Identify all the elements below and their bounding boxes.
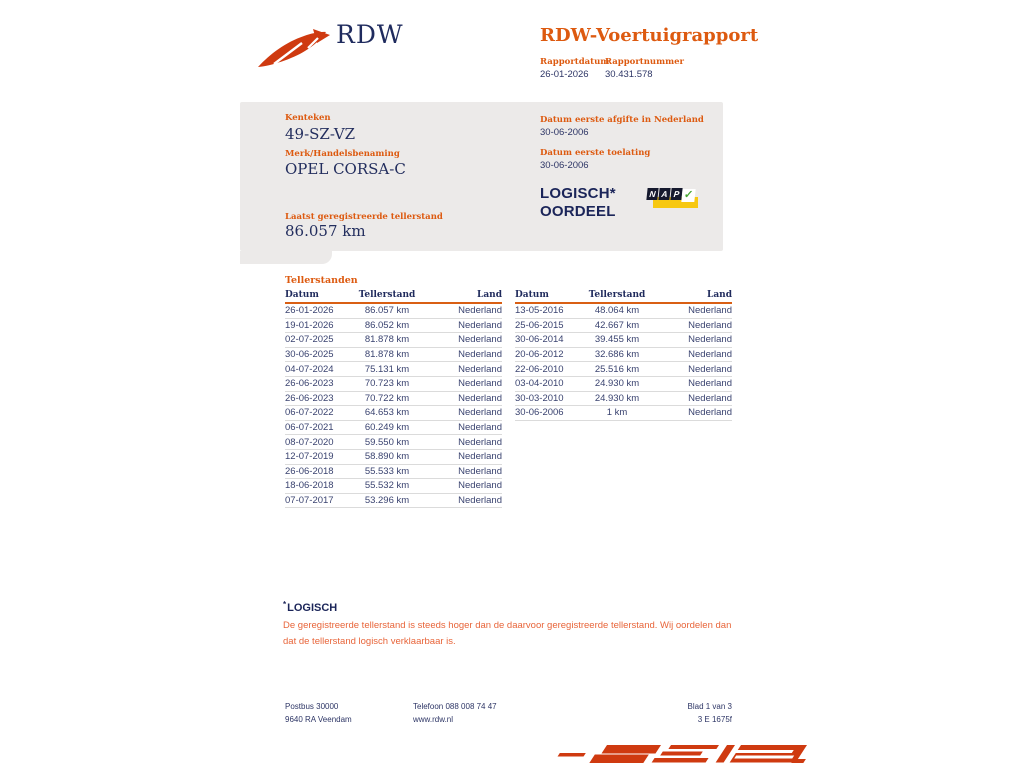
cell-datum: 06-07-2021: [285, 422, 334, 434]
cell-land: Nederland: [458, 319, 502, 331]
table-row: [515, 333, 732, 348]
cell-datum: 19-01-2026: [285, 319, 334, 331]
cell-land: Nederland: [688, 407, 732, 419]
laatste-tellerstand-value: 86.057 km: [285, 222, 366, 240]
table-row: [285, 421, 502, 436]
rdw-wordmark: RDW: [336, 20, 404, 49]
cell-tellerstand: 53.296 km: [364, 495, 410, 507]
cell-tellerstand: 70.722 km: [364, 392, 410, 404]
cell-tellerstand: 86.057 km: [364, 305, 410, 317]
table-row: [515, 348, 732, 363]
cell-datum: 18-06-2018: [285, 480, 334, 492]
header-tellerstand: Tellerstand: [588, 290, 646, 300]
cell-land: Nederland: [688, 319, 732, 331]
footnote-body: De geregistreerde tellerstand is steeds hoger dan de daarvoor geregistreerde tellerstand. Wij oordelen dan dat de tellerstand logisch verklaarbaar is.: [283, 620, 732, 647]
cell-land: Nederland: [458, 451, 502, 463]
cell-tellerstand: 59.550 km: [364, 436, 410, 448]
cell-land: Nederland: [458, 305, 502, 317]
cell-land: Nederland: [458, 495, 502, 507]
cell-tellerstand: 25.516 km: [594, 363, 640, 375]
tellerstanden-section-title: Tellerstanden: [285, 275, 358, 286]
cell-land: Nederland: [458, 349, 502, 361]
report-number-label: Rapportnummer: [605, 57, 684, 67]
cell-land: Nederland: [458, 422, 502, 434]
cell-land: Nederland: [688, 392, 732, 404]
cell-land: Nederland: [458, 392, 502, 404]
toelating-label: Datum eerste toelating: [540, 148, 651, 158]
laatste-tellerstand-label: Laatst geregistreerde tellerstand: [285, 212, 443, 222]
cell-datum: 22-06-2010: [515, 363, 564, 375]
cell-tellerstand: 32.686 km: [594, 349, 640, 361]
cell-datum: 04-07-2024: [285, 363, 334, 375]
table-row: [515, 304, 732, 319]
cell-land: Nederland: [688, 305, 732, 317]
cell-tellerstand: 81.878 km: [364, 349, 410, 361]
cell-datum: 07-07-2017: [285, 495, 334, 507]
cell-land: Nederland: [458, 480, 502, 492]
footer-address: [285, 700, 352, 726]
table-row: [515, 362, 732, 377]
header-land: Land: [707, 290, 732, 300]
toelating-value: 30-06-2006: [540, 160, 589, 171]
cell-datum: 30-06-2006: [515, 407, 564, 419]
report-number-value: 30.431.578: [605, 69, 653, 80]
merk-value: OPEL CORSA-C: [285, 160, 406, 178]
cell-land: Nederland: [458, 465, 502, 477]
footnote-asterisk: *: [283, 600, 287, 609]
footer-page-info: [688, 700, 732, 726]
nap-letter-p: P: [670, 188, 682, 200]
cell-datum: 06-07-2022: [285, 407, 334, 419]
footer-address-line2: 9640 RA Veendam: [285, 715, 352, 724]
cell-datum: 26-06-2018: [285, 465, 334, 477]
table-row: [285, 406, 502, 421]
table-body-left: [285, 304, 502, 508]
footer-phone: Telefoon 088 008 74 47: [413, 702, 497, 711]
cell-datum: 26-01-2026: [285, 305, 334, 317]
report-date-label: Rapportdatum: [540, 57, 610, 67]
cell-datum: 02-07-2025: [285, 334, 334, 346]
cell-datum: 12-07-2019: [285, 451, 334, 463]
cell-datum: 08-07-2020: [285, 436, 334, 448]
cell-land: Nederland: [688, 349, 732, 361]
table-row: [285, 304, 502, 319]
table-row: [515, 406, 732, 421]
cell-tellerstand: 81.878 km: [364, 334, 410, 346]
footer-website: www.rdw.nl: [413, 715, 454, 724]
cell-land: Nederland: [458, 363, 502, 375]
cell-datum: 30-03-2010: [515, 392, 564, 404]
table-row: [285, 494, 502, 509]
table-body-right: [515, 304, 732, 421]
footer-contact: [413, 700, 497, 726]
cell-tellerstand: 55.532 km: [364, 480, 410, 492]
table-row: [285, 362, 502, 377]
cell-land: Nederland: [688, 378, 732, 390]
cell-land: Nederland: [688, 334, 732, 346]
cell-tellerstand: 1 km: [606, 407, 628, 419]
cell-datum: 25-06-2015: [515, 319, 564, 331]
cell-land: Nederland: [458, 378, 502, 390]
cell-datum: 20-06-2012: [515, 349, 564, 361]
nap-checkmark-icon: ✓: [683, 189, 694, 201]
table-row: [285, 435, 502, 450]
kenteken-value: 49-SZ-VZ: [285, 125, 356, 143]
footer-page-number: Blad 1 van 3: [687, 702, 732, 711]
merk-label: Merk/Handelsbenaming: [285, 149, 400, 159]
cell-datum: 13-05-2016: [515, 305, 564, 317]
tellerstanden-tables: [285, 290, 732, 508]
cell-tellerstand: 75.131 km: [364, 363, 410, 375]
cell-datum: 26-06-2023: [285, 392, 334, 404]
nap-letter-a: A: [658, 188, 670, 200]
nap-letter-n: N: [646, 188, 658, 200]
table-row: [285, 392, 502, 407]
footer-address-line1: Postbus 30000: [285, 702, 339, 711]
tellerstanden-table-left: [285, 290, 502, 508]
report-date-value: 26-01-2026: [540, 69, 589, 80]
table-row: [285, 479, 502, 494]
table-row: [285, 377, 502, 392]
table-row: [285, 333, 502, 348]
rdw-logo-icon: [256, 26, 332, 70]
cell-land: Nederland: [458, 334, 502, 346]
table-row: [285, 465, 502, 480]
cell-tellerstand: 58.890 km: [364, 451, 410, 463]
page-title: RDW-Voertuigrapport: [540, 25, 759, 46]
oordeel-line1: LOGISCH*: [540, 185, 616, 202]
cell-tellerstand: 70.723 km: [364, 378, 410, 390]
header-tellerstand: Tellerstand: [358, 290, 416, 300]
cell-tellerstand: 42.667 km: [594, 319, 640, 331]
summary-card-tail: [240, 251, 332, 264]
footnote-title: [283, 600, 738, 614]
cell-tellerstand: 24.930 km: [594, 392, 640, 404]
header-datum: Datum: [285, 290, 319, 300]
cell-datum: 26-06-2023: [285, 378, 334, 390]
table-row: [285, 348, 502, 363]
cell-datum: 03-04-2010: [515, 378, 564, 390]
cell-datum: 30-06-2025: [285, 349, 334, 361]
header-land: Land: [477, 290, 502, 300]
footer-form-code: 3 E 1675f: [697, 715, 732, 724]
oordeel-line2: OORDEEL: [540, 203, 616, 220]
header-datum: Datum: [515, 290, 549, 300]
footnote-title-text: LOGISCH: [287, 602, 338, 614]
cell-tellerstand: 48.064 km: [594, 305, 640, 317]
rdw-stripe-motif-icon: [545, 743, 807, 768]
oordeel-text: [540, 185, 616, 221]
cell-tellerstand: 64.653 km: [364, 407, 410, 419]
logisch-footnote: [283, 600, 738, 650]
cell-land: Nederland: [458, 436, 502, 448]
kenteken-label: Kenteken: [285, 113, 331, 123]
cell-land: Nederland: [458, 407, 502, 419]
cell-datum: 30-06-2014: [515, 334, 564, 346]
table-header-row: [285, 290, 502, 304]
cell-tellerstand: 55.533 km: [364, 465, 410, 477]
table-row: [285, 319, 502, 334]
cell-tellerstand: 39.455 km: [594, 334, 640, 346]
table-row: [285, 450, 502, 465]
afgifte-value: 30-06-2006: [540, 127, 589, 138]
afgifte-label: Datum eerste afgifte in Nederland: [540, 115, 704, 125]
table-row: [515, 377, 732, 392]
cell-tellerstand: 60.249 km: [364, 422, 410, 434]
table-header-row: [515, 290, 732, 304]
cell-tellerstand: 86.052 km: [364, 319, 410, 331]
table-row: [515, 319, 732, 334]
cell-land: Nederland: [688, 363, 732, 375]
cell-tellerstand: 24.930 km: [594, 378, 640, 390]
table-row: [515, 392, 732, 407]
nap-logo-icon: [646, 186, 698, 214]
tellerstanden-table-right: [515, 290, 732, 508]
